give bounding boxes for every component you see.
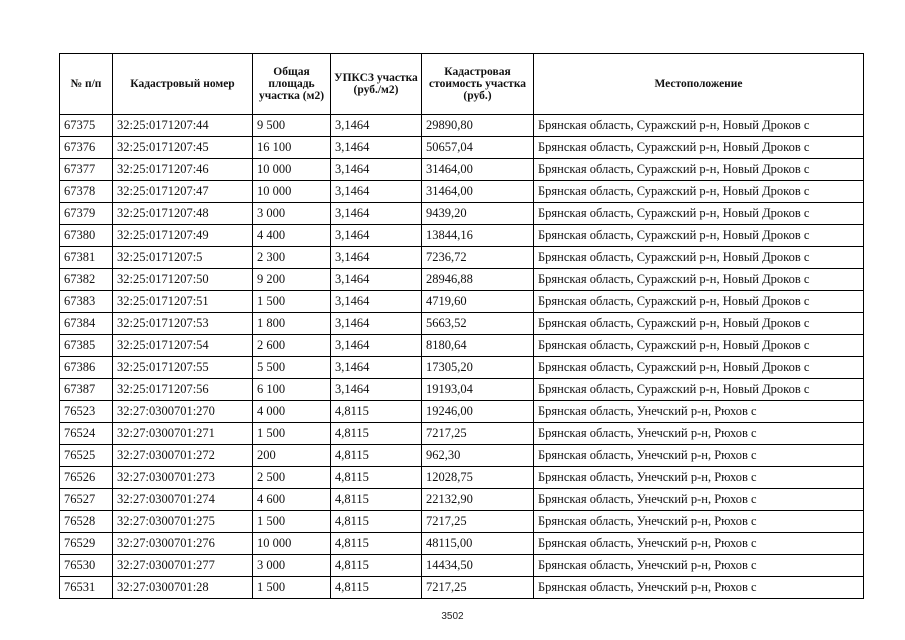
table-row — [60, 159, 864, 181]
cell-upksz: 4,8115 — [331, 467, 422, 489]
cell-row-number: 76524 — [60, 423, 113, 445]
cell-area: 2 600 — [253, 335, 331, 357]
cell-cadastral-number: 32:25:0171207:48 — [113, 203, 253, 225]
cell-upksz: 3,1464 — [331, 247, 422, 269]
cell-area: 3 000 — [253, 555, 331, 577]
cell-location: Брянская область, Унечский р-н, Рюхов с — [534, 423, 864, 445]
cell-area: 1 800 — [253, 313, 331, 335]
cell-location: Брянская область, Суражский р-н, Новый Дроков с — [534, 247, 864, 269]
cell-cadastral-number: 32:25:0171207:56 — [113, 379, 253, 401]
cell-location: Брянская область, Суражский р-н, Новый Дроков с — [534, 137, 864, 159]
table-row — [60, 577, 864, 599]
table-row — [60, 335, 864, 357]
header-cadastral-value: Кадастровая стоимость участка (руб.) — [422, 54, 534, 115]
table-row — [60, 313, 864, 335]
cell-location: Брянская область, Унечский р-н, Рюхов с — [534, 577, 864, 599]
cell-area: 16 100 — [253, 137, 331, 159]
cell-upksz: 4,8115 — [331, 533, 422, 555]
table-header — [60, 54, 864, 115]
cell-cadastral-value: 50657,04 — [422, 137, 534, 159]
cell-area: 2 300 — [253, 247, 331, 269]
cell-upksz: 4,8115 — [331, 577, 422, 599]
cell-row-number: 67385 — [60, 335, 113, 357]
cell-location: Брянская область, Унечский р-н, Рюхов с — [534, 533, 864, 555]
table-row — [60, 555, 864, 577]
table-row — [60, 423, 864, 445]
cell-location: Брянская область, Суражский р-н, Новый Дроков с — [534, 313, 864, 335]
table-row — [60, 203, 864, 225]
cell-area: 2 500 — [253, 467, 331, 489]
cell-cadastral-number: 32:25:0171207:46 — [113, 159, 253, 181]
cell-row-number: 76527 — [60, 489, 113, 511]
cell-location: Брянская область, Суражский р-н, Новый Дроков с — [534, 181, 864, 203]
header-cadastral-number: Кадастровый номер — [113, 54, 253, 115]
cell-cadastral-number: 32:27:0300701:28 — [113, 577, 253, 599]
cell-area: 5 500 — [253, 357, 331, 379]
cell-area: 1 500 — [253, 577, 331, 599]
cell-row-number: 76530 — [60, 555, 113, 577]
cell-row-number: 76528 — [60, 511, 113, 533]
cell-area: 1 500 — [253, 511, 331, 533]
cell-row-number: 76525 — [60, 445, 113, 467]
cell-cadastral-number: 32:27:0300701:271 — [113, 423, 253, 445]
cell-cadastral-number: 32:25:0171207:49 — [113, 225, 253, 247]
table-row — [60, 225, 864, 247]
table-row — [60, 291, 864, 313]
cell-area: 10 000 — [253, 533, 331, 555]
cell-cadastral-value: 8180,64 — [422, 335, 534, 357]
cell-cadastral-value: 7217,25 — [422, 423, 534, 445]
cell-location: Брянская область, Унечский р-н, Рюхов с — [534, 467, 864, 489]
table-row — [60, 247, 864, 269]
table-row — [60, 379, 864, 401]
cell-cadastral-value: 22132,90 — [422, 489, 534, 511]
cell-upksz: 4,8115 — [331, 445, 422, 467]
cell-area: 1 500 — [253, 291, 331, 313]
cell-cadastral-number: 32:27:0300701:277 — [113, 555, 253, 577]
cell-cadastral-number: 32:25:0171207:5 — [113, 247, 253, 269]
cell-row-number: 67377 — [60, 159, 113, 181]
cell-cadastral-value: 28946,88 — [422, 269, 534, 291]
cell-upksz: 4,8115 — [331, 423, 422, 445]
cell-location: Брянская область, Суражский р-н, Новый Дроков с — [534, 115, 864, 137]
table-row — [60, 401, 864, 423]
cell-cadastral-number: 32:25:0171207:47 — [113, 181, 253, 203]
cell-location: Брянская область, Суражский р-н, Новый Дроков с — [534, 203, 864, 225]
cell-cadastral-value: 19193,04 — [422, 379, 534, 401]
cell-upksz: 3,1464 — [331, 225, 422, 247]
cell-cadastral-value: 48115,00 — [422, 533, 534, 555]
table-row — [60, 511, 864, 533]
cell-area: 10 000 — [253, 159, 331, 181]
header-total-area: Общая площадь участка (м2) — [253, 54, 331, 115]
cell-upksz: 3,1464 — [331, 203, 422, 225]
table-row — [60, 357, 864, 379]
cell-location: Брянская область, Унечский р-н, Рюхов с — [534, 555, 864, 577]
cell-upksz: 4,8115 — [331, 555, 422, 577]
cell-row-number: 76531 — [60, 577, 113, 599]
cell-area: 10 000 — [253, 181, 331, 203]
table-row — [60, 115, 864, 137]
header-upksz: УПКСЗ участка (руб./м2) — [331, 54, 422, 115]
cell-upksz: 3,1464 — [331, 115, 422, 137]
cell-cadastral-number: 32:27:0300701:272 — [113, 445, 253, 467]
table-body — [60, 115, 864, 599]
cell-upksz: 3,1464 — [331, 269, 422, 291]
cell-cadastral-value: 9439,20 — [422, 203, 534, 225]
cell-upksz: 3,1464 — [331, 137, 422, 159]
table-row — [60, 489, 864, 511]
cell-location: Брянская область, Суражский р-н, Новый Дроков с — [534, 269, 864, 291]
cell-cadastral-number: 32:25:0171207:45 — [113, 137, 253, 159]
cell-upksz: 4,8115 — [331, 511, 422, 533]
cell-row-number: 67376 — [60, 137, 113, 159]
cell-upksz: 3,1464 — [331, 313, 422, 335]
cell-upksz: 3,1464 — [331, 291, 422, 313]
cell-cadastral-value: 7217,25 — [422, 577, 534, 599]
table-row — [60, 137, 864, 159]
header-row — [60, 54, 864, 115]
cell-location: Брянская область, Суражский р-н, Новый Дроков с — [534, 335, 864, 357]
cell-cadastral-number: 32:25:0171207:44 — [113, 115, 253, 137]
cell-cadastral-number: 32:25:0171207:55 — [113, 357, 253, 379]
table-row — [60, 467, 864, 489]
cell-row-number: 67380 — [60, 225, 113, 247]
cell-area: 9 500 — [253, 115, 331, 137]
cell-area: 3 000 — [253, 203, 331, 225]
cell-row-number: 76523 — [60, 401, 113, 423]
cell-cadastral-value: 7236,72 — [422, 247, 534, 269]
cell-location: Брянская область, Суражский р-н, Новый Дроков с — [534, 159, 864, 181]
cell-row-number: 67381 — [60, 247, 113, 269]
cell-upksz: 3,1464 — [331, 181, 422, 203]
page-number: 3502 — [441, 611, 464, 622]
table-row — [60, 181, 864, 203]
cell-cadastral-value: 5663,52 — [422, 313, 534, 335]
cell-row-number: 76529 — [60, 533, 113, 555]
cell-cadastral-value: 962,30 — [422, 445, 534, 467]
cell-row-number: 67382 — [60, 269, 113, 291]
cell-cadastral-number: 32:25:0171207:51 — [113, 291, 253, 313]
cell-cadastral-value: 14434,50 — [422, 555, 534, 577]
cell-cadastral-number: 32:27:0300701:275 — [113, 511, 253, 533]
cell-cadastral-number: 32:27:0300701:274 — [113, 489, 253, 511]
cell-location: Брянская область, Унечский р-н, Рюхов с — [534, 489, 864, 511]
cell-cadastral-value: 12028,75 — [422, 467, 534, 489]
cell-upksz: 3,1464 — [331, 335, 422, 357]
cell-cadastral-value: 7217,25 — [422, 511, 534, 533]
cell-area: 4 400 — [253, 225, 331, 247]
cell-cadastral-value: 29890,80 — [422, 115, 534, 137]
cell-cadastral-value: 17305,20 — [422, 357, 534, 379]
cell-row-number: 67375 — [60, 115, 113, 137]
header-row-number: № п/п — [60, 54, 113, 115]
header-location: Местоположение — [534, 54, 864, 115]
cell-row-number: 76526 — [60, 467, 113, 489]
cell-area: 9 200 — [253, 269, 331, 291]
cell-upksz: 4,8115 — [331, 489, 422, 511]
cell-row-number: 67378 — [60, 181, 113, 203]
cell-cadastral-number: 32:25:0171207:54 — [113, 335, 253, 357]
cell-cadastral-value: 4719,60 — [422, 291, 534, 313]
cell-area: 4 600 — [253, 489, 331, 511]
cell-area: 4 000 — [253, 401, 331, 423]
cell-location: Брянская область, Унечский р-н, Рюхов с — [534, 445, 864, 467]
table-row — [60, 533, 864, 555]
cell-area: 1 500 — [253, 423, 331, 445]
cell-area: 6 100 — [253, 379, 331, 401]
cell-cadastral-value: 31464,00 — [422, 159, 534, 181]
table-row — [60, 269, 864, 291]
table-row — [60, 445, 864, 467]
cell-row-number: 67386 — [60, 357, 113, 379]
cell-cadastral-value: 13844,16 — [422, 225, 534, 247]
cell-row-number: 67379 — [60, 203, 113, 225]
cell-location: Брянская область, Унечский р-н, Рюхов с — [534, 511, 864, 533]
cell-location: Брянская область, Суражский р-н, Новый Дроков с — [534, 357, 864, 379]
cell-area: 200 — [253, 445, 331, 467]
cell-cadastral-number: 32:25:0171207:50 — [113, 269, 253, 291]
cell-cadastral-number: 32:27:0300701:273 — [113, 467, 253, 489]
cell-upksz: 3,1464 — [331, 357, 422, 379]
cell-upksz: 3,1464 — [331, 159, 422, 181]
cell-cadastral-number: 32:27:0300701:270 — [113, 401, 253, 423]
cell-location: Брянская область, Суражский р-н, Новый Дроков с — [534, 225, 864, 247]
cadastral-table — [59, 53, 864, 599]
cell-location: Брянская область, Суражский р-н, Новый Дроков с — [534, 291, 864, 313]
cell-row-number: 67387 — [60, 379, 113, 401]
cell-location: Брянская область, Унечский р-н, Рюхов с — [534, 401, 864, 423]
cell-upksz: 4,8115 — [331, 401, 422, 423]
cell-cadastral-number: 32:27:0300701:276 — [113, 533, 253, 555]
cell-row-number: 67384 — [60, 313, 113, 335]
cell-row-number: 67383 — [60, 291, 113, 313]
cell-location: Брянская область, Суражский р-н, Новый Дроков с — [534, 379, 864, 401]
cell-upksz: 3,1464 — [331, 379, 422, 401]
cell-cadastral-value: 19246,00 — [422, 401, 534, 423]
cell-cadastral-number: 32:25:0171207:53 — [113, 313, 253, 335]
cell-cadastral-value: 31464,00 — [422, 181, 534, 203]
